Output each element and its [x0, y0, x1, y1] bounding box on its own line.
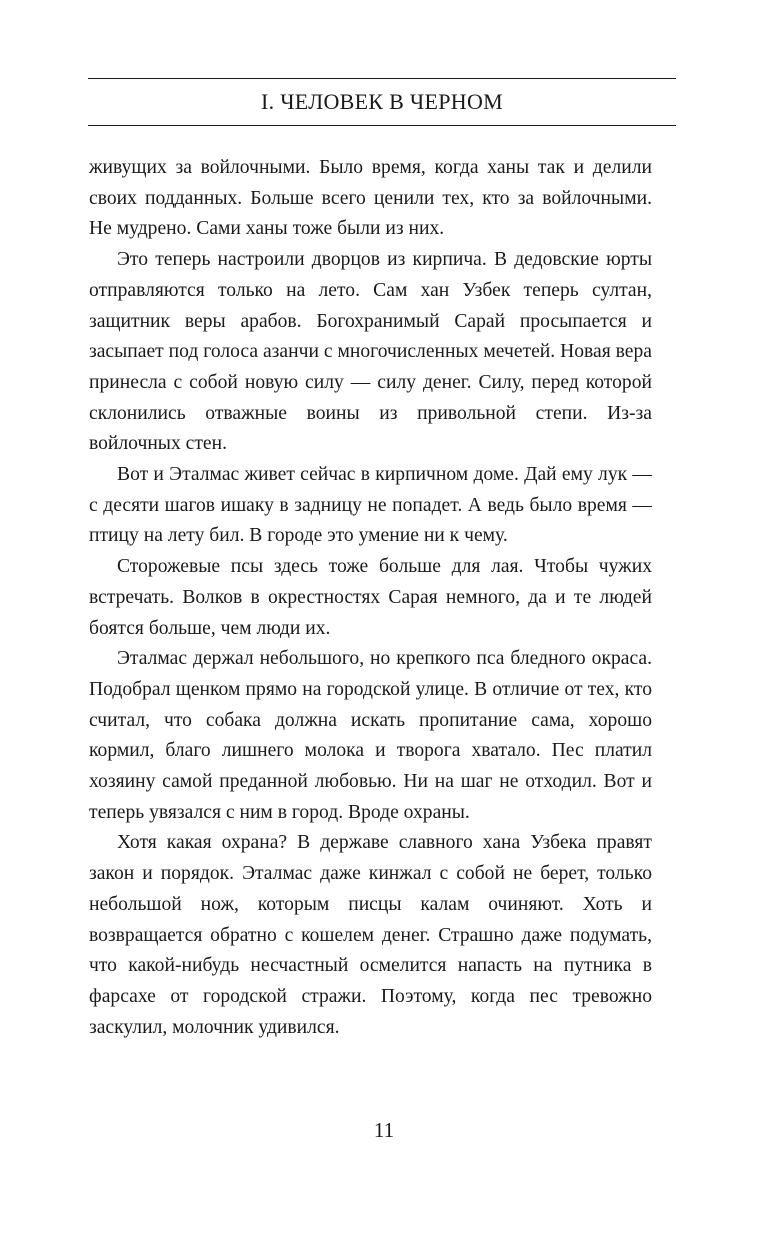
paragraph: Сторожевые псы здесь тоже больше для лая. Чтобы чужих встречать. Волков в окрестностях Сарая немного, да и те людей боятся больше, чем люди их. [89, 556, 652, 639]
paragraph: Хотя какая охрана? В державе славного хана Узбека правят закон и порядок. Эталмас даже кинжал с собой не берет, только небольшой нож, которым писцы калам очиняют. Хоть и возвращается обратно с кошелем денег. Страшно даже подумать, что какой-нибудь несчастный осмелится напасть на путника в фарсахе от городской стражи. Поэтому, когда пес тревожно заскулил, молочник удивился. [89, 832, 652, 1038]
chapter-title: I. ЧЕЛОВЕК В ЧЕРНОМ [260, 89, 504, 114]
paragraph: живущих за войлочными. Было время, когда ханы так и делили своих подданных. Больше всего ценили тех, кто за войлочными. Не мудрено. Сами ханы тоже были из них. [89, 157, 652, 240]
paragraph: Вот и Эталмас живет сейчас в кирпичном доме. Дай ему лук — с десяти шагов ишаку в задницу не попадет. А ведь было время — птицу на лету бил. В городе это умение ни к чему. [89, 464, 652, 547]
paragraph: Эталмас держал небольшого, но крепкого пса бледного окраса. Подобрал щенком прямо на городской улице. В отличие от тех, кто считал, что собака должна искать пропитание сама, хорошо кормил, благо лишнего молока и творога хватало. Пес платил хозяину самой преданной любовью. Ни на шаг не отходил. Вот и теперь увязался с ним в город. Вроде охраны. [89, 648, 652, 823]
running-header [88, 78, 676, 128]
paragraph: Это теперь настроили дворцов из кирпича. В дедовские юрты отправляются только на лето. Сам хан Узбек теперь султан, защитник веры арабов. Богохранимый Сарай просыпается и засыпает под голоса азанчи с многочисленных мечетей. Новая вера принесла с собой новую силу — силу денег. Силу, перед которой склонились отважные воины из привольной степи. Из-за войлочных стен. [89, 249, 652, 455]
body-text [89, 153, 652, 1043]
header-top-rule [88, 78, 676, 79]
header-bottom-rule [88, 125, 676, 126]
page-number: 11 [373, 1118, 395, 1142]
